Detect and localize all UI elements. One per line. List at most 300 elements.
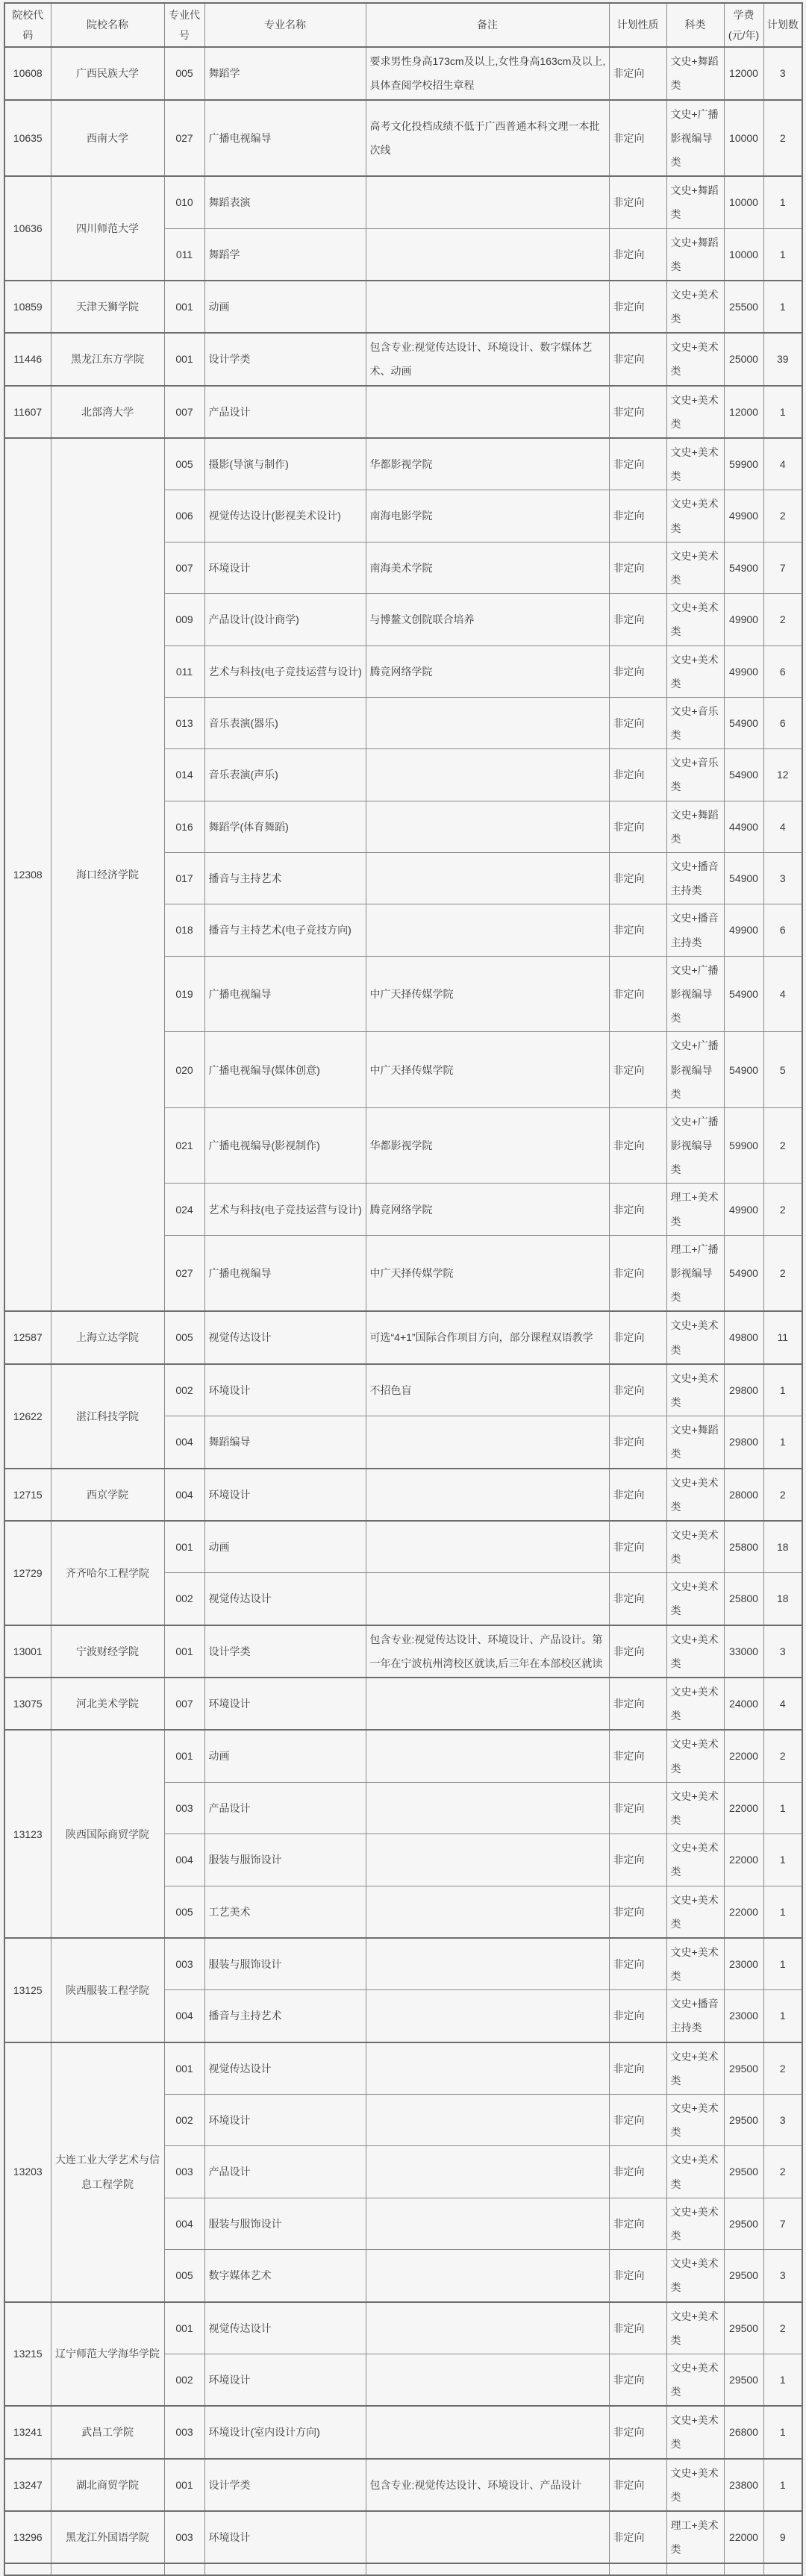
remark-cell [366,1782,609,1833]
plan-count-cell: 1 [763,1938,802,1990]
plan-count-cell: 1 [763,1834,802,1886]
school-code-cell: 13241 [4,2406,51,2458]
major-name-cell: 设计学类 [204,333,366,385]
tuition-cell: 22000 [724,1730,763,1782]
tuition-cell: 29500 [724,2302,763,2354]
plan-type-cell: 非定向 [609,956,666,1032]
major-name-cell: 工艺美术 [204,1886,366,1938]
school-name-cell: 上海立达学院 [51,1311,164,1363]
major-name-cell: 动画 [204,281,366,333]
subject-category-cell: 文史+音乐类 [666,749,724,801]
header-school-code: 院校代码 [4,3,51,47]
plan-type-cell: 非定向 [609,100,666,177]
table-row [4,2459,802,2511]
plan-count-cell: 3 [763,47,802,99]
plan-type-cell: 非定向 [609,1625,666,1678]
table-row [4,47,802,99]
table-row [4,1469,802,1521]
major-name-cell: 广播电视编导(媒体创意) [204,1032,366,1108]
subject-category-cell: 文史+广播影视编导类 [666,100,724,177]
major-name-cell: 广播电视编导 [204,1235,366,1311]
tuition-cell: 29800 [724,1416,763,1469]
subject-category-cell: 文史+美术类 [666,333,724,385]
major-name-cell: 广播电视编导 [204,100,366,177]
subject-category-cell: 文史+美术类 [666,1469,724,1521]
tuition-cell: 59900 [724,438,763,490]
header-remark: 备注 [366,3,609,47]
tuition-cell: 22000 [724,1834,763,1886]
subject-category-cell: 文史+音乐类 [666,697,724,748]
subject-category-cell: 文史+美术类 [666,1938,724,1990]
plan-count-cell: 18 [763,1573,802,1625]
plan-type-cell: 非定向 [609,1235,666,1311]
subject-category-cell: 文史+播音主持类 [666,904,724,956]
plan-count-cell: 5 [763,1032,802,1108]
tuition-cell: 25800 [724,1521,763,1573]
table-row [4,1625,802,1678]
plan-count-cell: 1 [763,1886,802,1938]
plan-type-cell: 非定向 [609,2198,666,2249]
remark-cell: 中广天择传媒学院 [366,1235,609,1311]
major-code-cell: 001 [164,2459,204,2511]
subject-category-cell: 文史+美术类 [666,2250,724,2302]
tuition-cell: 49900 [724,645,763,697]
empty-cell [763,2563,802,2575]
table-row [4,176,802,228]
major-code-cell: 010 [164,176,204,228]
remark-cell [366,1886,609,1938]
remark-cell [366,1416,609,1469]
plan-type-cell: 非定向 [609,438,666,490]
plan-count-cell: 7 [763,542,802,593]
remark-cell: 腾竞网络学院 [366,645,609,697]
subject-category-cell: 文史+舞蹈类 [666,228,724,281]
subject-category-cell: 文史+美术类 [666,1886,724,1938]
subject-category-cell: 文史+美术类 [666,542,724,593]
remark-cell [366,1469,609,1521]
school-code-cell: 10635 [4,100,51,177]
school-name-cell: 陕西国际商贸学院 [51,1730,164,1938]
admissions-table [4,2,803,2576]
major-code-cell: 005 [164,1311,204,1363]
table-row [4,281,802,333]
school-name-cell: 河北美术学院 [51,1678,164,1730]
remark-cell: 要求男性身高173cm及以上,女性身高163cm及以上,具体查阅学校招生章程 [366,47,609,99]
major-name-cell: 艺术与科技(电子竞技运营与设计) [204,1184,366,1235]
plan-type-cell: 非定向 [609,1416,666,1469]
major-name-cell: 环境设计 [204,1469,366,1521]
school-name-cell: 武昌工学院 [51,2406,164,2458]
school-name-cell: 西京学院 [51,1469,164,1521]
subject-category-cell: 文史+美术类 [666,1625,724,1678]
school-code-cell: 13215 [4,2302,51,2407]
plan-type-cell: 非定向 [609,2146,666,2198]
empty-cell [51,2563,164,2575]
school-code-cell: 13123 [4,1730,51,1938]
plan-count-cell: 1 [763,386,802,438]
tuition-cell: 54900 [724,697,763,748]
header-school-name: 院校名称 [51,3,164,47]
tuition-cell: 12000 [724,386,763,438]
plan-type-cell: 非定向 [609,386,666,438]
major-code-cell: 001 [164,2302,204,2354]
plan-type-cell: 非定向 [609,2406,666,2458]
plan-type-cell: 非定向 [609,281,666,333]
table-header [4,3,802,47]
tuition-cell: 22000 [724,1886,763,1938]
remark-cell: 高考文化投档成绩不低于广西普通本科文理一本批次线 [366,100,609,177]
major-name-cell: 服装与服饰设计 [204,1938,366,1990]
plan-type-cell: 非定向 [609,1990,666,2042]
school-name-cell: 宁波财经学院 [51,1625,164,1678]
tuition-cell: 54900 [724,1235,763,1311]
table-row [4,333,802,385]
remark-cell [366,1834,609,1886]
major-code-cell: 016 [164,801,204,852]
major-name-cell: 广播电视编导(影视制作) [204,1107,366,1184]
subject-category-cell: 文史+美术类 [666,1364,724,1416]
plan-count-cell: 1 [763,1364,802,1416]
remark-cell [366,386,609,438]
plan-count-cell: 2 [763,100,802,177]
tuition-cell: 54900 [724,1032,763,1108]
major-name-cell: 播音与主持艺术(电子竞技方向) [204,904,366,956]
school-code-cell: 12729 [4,1521,51,1625]
plan-count-cell: 2 [763,1730,802,1782]
tuition-cell: 49800 [724,1311,763,1363]
remark-cell [366,2354,609,2406]
remark-cell [366,2095,609,2146]
plan-count-cell: 3 [763,2250,802,2302]
school-code-cell: 12622 [4,1364,51,1469]
tuition-cell: 22000 [724,1782,763,1833]
subject-category-cell: 文史+广播影视编导类 [666,1107,724,1184]
tuition-cell: 49900 [724,594,763,645]
plan-count-cell: 11 [763,1311,802,1363]
plan-type-cell: 非定向 [609,1364,666,1416]
remark-cell [366,176,609,228]
subject-category-cell: 文史+美术类 [666,594,724,645]
subject-category-cell: 文史+美术类 [666,2198,724,2249]
remark-cell: 不招色盲 [366,1364,609,1416]
tuition-cell: 29500 [724,2250,763,2302]
plan-count-cell: 2 [763,2042,802,2095]
major-code-cell: 001 [164,1730,204,1782]
major-code-cell: 027 [164,100,204,177]
tuition-cell: 26800 [724,2406,763,2458]
subject-category-cell: 文史+美术类 [666,1782,724,1833]
subject-category-cell: 文史+广播影视编导类 [666,1032,724,1108]
remark-cell [366,801,609,852]
remark-cell: 中广天择传媒学院 [366,1032,609,1108]
remark-cell [366,749,609,801]
major-name-cell: 产品设计 [204,1782,366,1833]
empty-cell [204,2563,366,2575]
tuition-cell: 28000 [724,1469,763,1521]
school-name-cell: 四川师范大学 [51,176,164,281]
major-code-cell: 009 [164,594,204,645]
tuition-cell: 54900 [724,542,763,593]
subject-category-cell: 文史+美术类 [666,386,724,438]
plan-count-cell: 18 [763,1521,802,1573]
tuition-cell: 29500 [724,2042,763,2095]
tuition-cell: 10000 [724,176,763,228]
major-code-cell: 005 [164,47,204,99]
plan-count-cell: 1 [763,176,802,228]
major-code-cell: 019 [164,956,204,1032]
plan-type-cell: 非定向 [609,2250,666,2302]
major-name-cell: 舞蹈学 [204,228,366,281]
plan-count-cell: 3 [763,853,802,904]
tuition-cell: 29800 [724,1364,763,1416]
major-name-cell: 视觉传达设计 [204,1573,366,1625]
major-name-cell: 播音与主持艺术 [204,1990,366,2042]
school-name-cell: 广西民族大学 [51,47,164,99]
major-name-cell: 舞蹈表演 [204,176,366,228]
major-name-cell: 产品设计 [204,386,366,438]
remark-cell [366,1521,609,1573]
plan-type-cell: 非定向 [609,176,666,228]
school-name-cell: 辽宁师范大学海华学院 [51,2302,164,2407]
major-code-cell: 002 [164,2354,204,2406]
plan-count-cell: 1 [763,2354,802,2406]
remark-cell: 包含专业:视觉传达设计、环境设计、产品设计。第一年在宁波杭州湾校区就读,后三年在本部校区就读 [366,1625,609,1678]
remark-cell [366,1730,609,1782]
plan-count-cell: 2 [763,1469,802,1521]
major-code-cell: 006 [164,490,204,542]
subject-category-cell: 文史+舞蹈类 [666,176,724,228]
school-name-cell: 陕西服装工程学院 [51,1938,164,2042]
remark-cell [366,2042,609,2095]
major-name-cell: 动画 [204,1521,366,1573]
table-row [4,2042,802,2095]
major-code-cell: 001 [164,1625,204,1678]
plan-type-cell: 非定向 [609,542,666,593]
plan-count-cell: 4 [763,801,802,852]
table-row [4,1364,802,1416]
plan-type-cell: 非定向 [609,1184,666,1235]
major-name-cell: 动画 [204,1730,366,1782]
plan-count-cell: 9 [763,2511,802,2563]
major-code-cell: 005 [164,438,204,490]
remark-cell: 包含专业:视觉传达设计、环境设计、产品设计 [366,2459,609,2511]
subject-category-cell: 文史+美术类 [666,1678,724,1730]
plan-count-cell: 1 [763,1782,802,1833]
subject-category-cell: 文史+舞蹈类 [666,801,724,852]
tuition-cell: 33000 [724,1625,763,1678]
major-name-cell: 环境设计 [204,2511,366,2563]
subject-category-cell: 文史+美术类 [666,1311,724,1363]
major-code-cell: 002 [164,1364,204,1416]
major-code-cell: 003 [164,2146,204,2198]
table-row [4,1730,802,1782]
tuition-cell: 10000 [724,228,763,281]
major-code-cell: 002 [164,2095,204,2146]
subject-category-cell: 文史+美术类 [666,2459,724,2511]
tuition-cell: 49900 [724,490,763,542]
tuition-cell: 44900 [724,801,763,852]
subject-category-cell: 文史+广播影视编导类 [666,956,724,1032]
plan-type-cell: 非定向 [609,2459,666,2511]
plan-count-cell: 1 [763,1416,802,1469]
school-name-cell: 北部湾大学 [51,386,164,438]
major-code-cell: 007 [164,542,204,593]
major-name-cell: 产品设计 [204,2146,366,2198]
remark-cell [366,228,609,281]
remark-cell [366,853,609,904]
plan-type-cell: 非定向 [609,1521,666,1573]
plan-type-cell: 非定向 [609,1107,666,1184]
major-code-cell: 003 [164,1782,204,1833]
empty-cell [366,2563,609,2575]
plan-count-cell: 2 [763,1107,802,1184]
remark-cell: 与博鳌文创院联合培养 [366,594,609,645]
plan-type-cell: 非定向 [609,904,666,956]
tuition-cell: 25000 [724,333,763,385]
plan-count-cell: 12 [763,749,802,801]
plan-count-cell: 6 [763,645,802,697]
subject-category-cell: 文史+美术类 [666,645,724,697]
remark-cell [366,904,609,956]
major-name-cell: 视觉传达设计 [204,2302,366,2354]
subject-category-cell: 文史+美术类 [666,1730,724,1782]
subject-category-cell: 理工+美术类 [666,1184,724,1235]
tuition-cell: 59900 [724,1107,763,1184]
major-code-cell: 020 [164,1032,204,1108]
tuition-cell: 12000 [724,47,763,99]
remark-cell: 南海电影学院 [366,490,609,542]
table-row [4,1938,802,1990]
school-code-cell: 11607 [4,386,51,438]
plan-type-cell: 非定向 [609,594,666,645]
plan-count-cell: 1 [763,2459,802,2511]
subject-category-cell: 文史+美术类 [666,1521,724,1573]
plan-type-cell: 非定向 [609,2511,666,2563]
remark-cell [366,2250,609,2302]
school-code-cell: 13247 [4,2459,51,2511]
tuition-cell: 24000 [724,1678,763,1730]
plan-type-cell: 非定向 [609,2302,666,2354]
tuition-cell: 23000 [724,1990,763,2042]
plan-type-cell: 非定向 [609,47,666,99]
major-code-cell: 011 [164,645,204,697]
remark-cell [366,2511,609,2563]
tuition-cell: 29500 [724,2198,763,2249]
remark-cell [366,697,609,748]
subject-category-cell: 文史+舞蹈类 [666,47,724,99]
major-name-cell: 艺术与科技(电子竞技运营与设计) [204,645,366,697]
major-name-cell: 舞蹈学(体育舞蹈) [204,801,366,852]
major-code-cell: 027 [164,1235,204,1311]
header-row [4,3,802,47]
plan-type-cell: 非定向 [609,697,666,748]
plan-type-cell: 非定向 [609,1469,666,1521]
school-code-cell: 10859 [4,281,51,333]
plan-type-cell: 非定向 [609,1834,666,1886]
plan-type-cell: 非定向 [609,2354,666,2406]
subject-category-cell: 文史+美术类 [666,2042,724,2095]
tuition-cell: 54900 [724,853,763,904]
major-code-cell: 004 [164,2198,204,2249]
major-name-cell: 环境设计(室内设计方向) [204,2406,366,2458]
tuition-cell: 29500 [724,2146,763,2198]
remark-cell: 可选“4+1”国际合作项目方向，部分课程双语教学 [366,1311,609,1363]
table-row [4,2406,802,2458]
school-name-cell: 天津天狮学院 [51,281,164,333]
school-name-cell: 大连工业大学艺术与信息工程学院 [51,2042,164,2302]
plan-type-cell: 非定向 [609,749,666,801]
major-name-cell: 数字媒体艺术 [204,2250,366,2302]
major-name-cell: 舞蹈编导 [204,1416,366,1469]
school-code-cell: 12587 [4,1311,51,1363]
major-code-cell: 013 [164,697,204,748]
school-code-cell: 10608 [4,47,51,99]
plan-type-cell: 非定向 [609,1782,666,1833]
empty-cell [724,2563,763,2575]
remark-cell [366,2146,609,2198]
plan-type-cell: 非定向 [609,228,666,281]
tuition-cell: 54900 [724,956,763,1032]
school-code-cell: 10636 [4,176,51,281]
major-code-cell: 007 [164,386,204,438]
plan-type-cell: 非定向 [609,1032,666,1108]
plan-count-cell: 3 [763,2095,802,2146]
remark-cell [366,2406,609,2458]
plan-count-cell: 39 [763,333,802,385]
plan-count-cell: 7 [763,2198,802,2249]
major-code-cell: 001 [164,1521,204,1573]
plan-type-cell: 非定向 [609,801,666,852]
major-name-cell: 环境设计 [204,542,366,593]
remark-cell [366,1938,609,1990]
major-code-cell: 004 [164,1834,204,1886]
subject-category-cell: 文史+播音主持类 [666,1990,724,2042]
major-name-cell: 音乐表演(器乐) [204,697,366,748]
plan-count-cell: 2 [763,1235,802,1311]
major-name-cell: 环境设计 [204,1678,366,1730]
school-code-cell: 13075 [4,1678,51,1730]
school-name-cell: 海口经济学院 [51,438,164,1311]
tuition-cell: 49900 [724,1184,763,1235]
table-row [4,438,802,490]
partial-row [4,2563,802,2575]
plan-type-cell: 非定向 [609,333,666,385]
major-name-cell: 广播电视编导 [204,956,366,1032]
table-row [4,1311,802,1363]
remark-cell [366,2198,609,2249]
major-code-cell: 001 [164,281,204,333]
table-row [4,100,802,177]
plan-count-cell: 2 [763,2146,802,2198]
plan-type-cell: 非定向 [609,1730,666,1782]
major-name-cell: 设计学类 [204,2459,366,2511]
plan-type-cell: 非定向 [609,645,666,697]
major-code-cell: 001 [164,333,204,385]
plan-count-cell: 2 [763,2302,802,2354]
tuition-cell: 25800 [724,1573,763,1625]
tuition-cell: 29500 [724,2354,763,2406]
major-name-cell: 产品设计(设计商学) [204,594,366,645]
major-code-cell: 004 [164,1469,204,1521]
plan-count-cell: 6 [763,697,802,748]
plan-type-cell: 非定向 [609,1938,666,1990]
major-name-cell: 环境设计 [204,2095,366,2146]
school-name-cell: 齐齐哈尔工程学院 [51,1521,164,1625]
remark-cell [366,2302,609,2354]
major-code-cell: 004 [164,1416,204,1469]
major-code-cell: 024 [164,1184,204,1235]
remark-cell: 中广天择传媒学院 [366,956,609,1032]
